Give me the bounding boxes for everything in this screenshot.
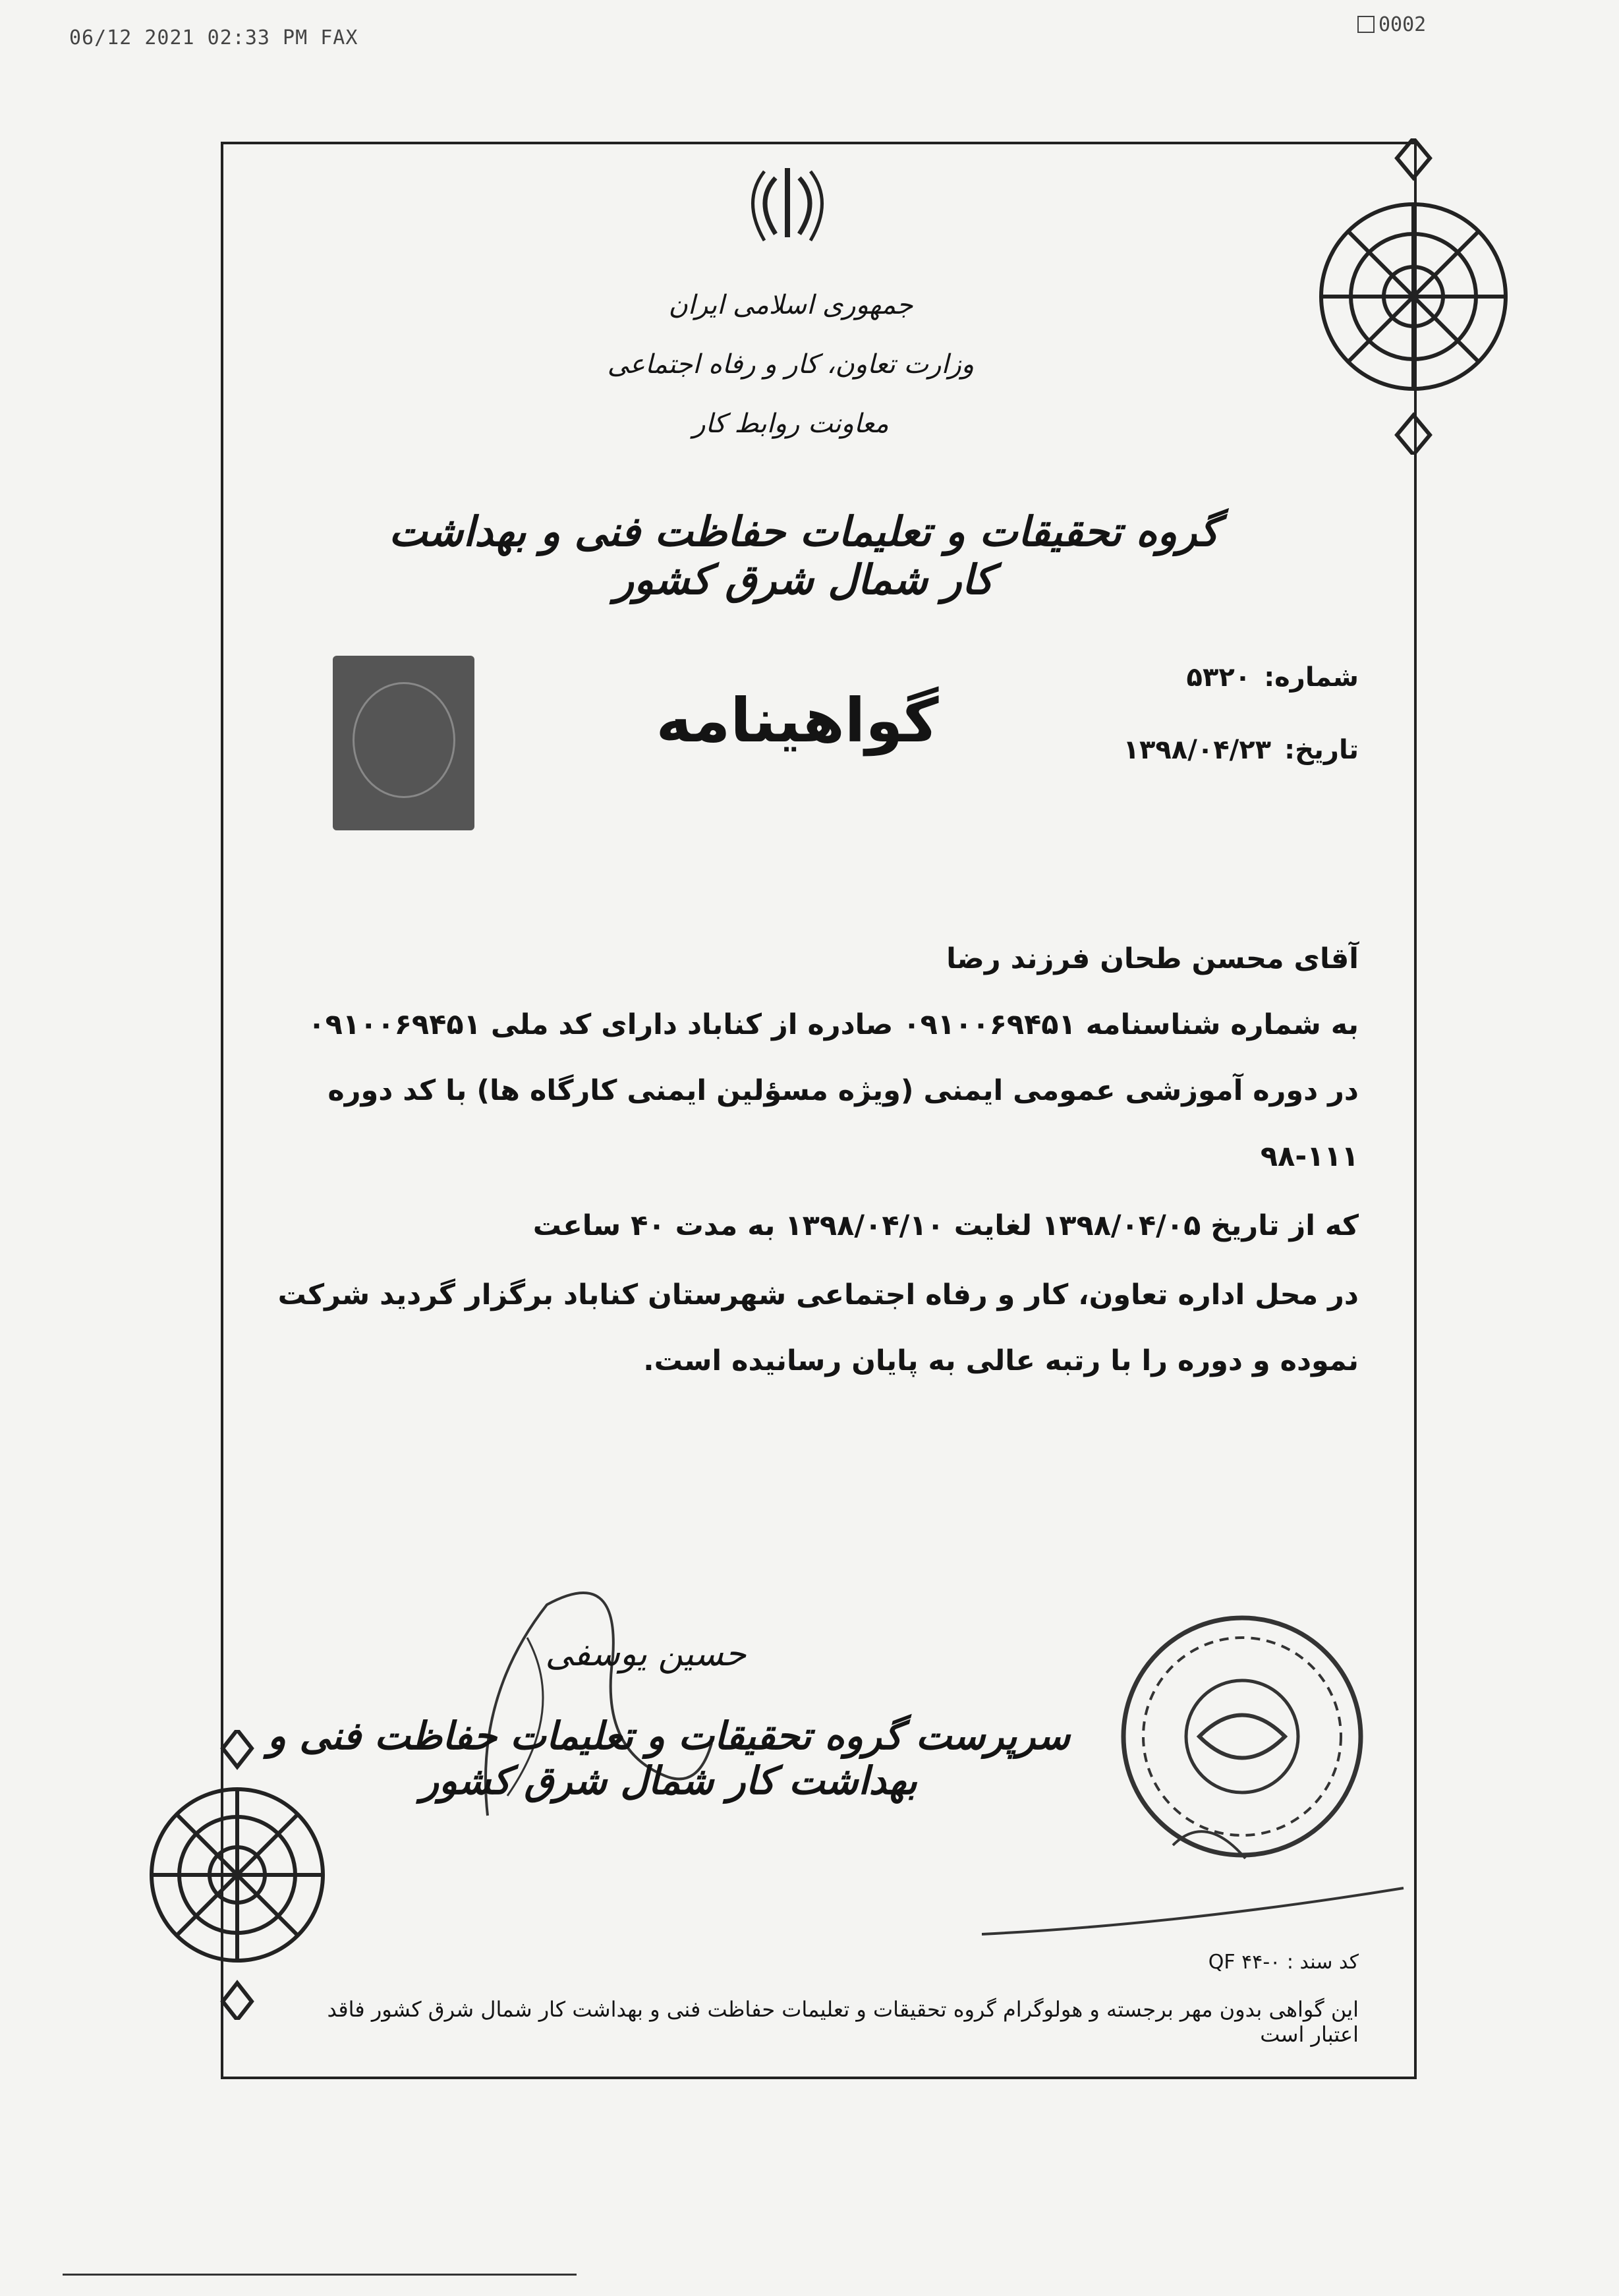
signatory-title: سرپرست گروه تحقیقات و تعلیمات حفاظت فنی و بهداشت کار شمال شرق کشور [268,1713,1070,1803]
body-line-1: آقای محسن طحان فرزند رضا [946,942,1359,975]
body-line-6: در محل اداره تعاون، کار و رفاه اجتماعی شهرستان کناباد برگزار گردید شرکت [277,1278,1359,1311]
certificate-number-row [1187,662,1359,693]
fax-box-icon [1357,16,1375,33]
body-line-5: که از تاریخ ۱۳۹۸/۰۴/۰۵ لغایت ۱۳۹۸/۰۴/۱۰ به مدت ۴۰ ساعت [532,1209,1359,1242]
body-line-2: به شماره شناسنامه ۰۹۱۰۰۶۹۴۵۱ صادره از کناباد دارای کد ملی ۰۹۱۰۰۶۹۴۵۱ [308,1008,1359,1041]
top-right-ornament-icon [1308,138,1519,455]
document-code-value: QF ۴۴-۰ [1208,1951,1281,1974]
fax-page-value: 0002 [1378,13,1427,36]
validity-note: این گواهی بدون مهر برجسته و هولوگرام گروه تحقیقات و تعلیمات حفاظت فنی و بهداشت کار شمال شرق کشور فاقد اعتبار است [327,1997,1359,2047]
certificate-date: ۱۳۹۸/۰۴/۲۳ [1123,735,1272,765]
organization-title: گروه تحقیقات و تعلیمات حفاظت فنی و بهداشت کار شمال شرق کشور [389,507,1219,604]
body-line-7: نموده و دوره را با رتبه عالی به پایان رسانیده است. [643,1344,1359,1377]
certificate-number: ۵۳۲۰ [1186,662,1251,693]
signatory-name: حسین یوسفی [545,1634,747,1674]
body-line-3: در دوره آموزشی عمومی ایمنی (ویژه مسؤلین ایمنی کارگاه ها) با کد دوره [327,1074,1359,1107]
certificate-date-row [1123,735,1359,765]
document-code-label: کد سند : [1286,1951,1359,1974]
body-line-4: ۹۸-۱۱۱ [1260,1140,1359,1173]
fax-page-number [1357,13,1426,36]
document-code [1208,1951,1359,1974]
iran-emblem-icon [741,161,834,247]
issuer-line-2: وزارت تعاون، کار و رفاه اجتماعی [607,349,975,380]
official-seal-icon [1100,1595,1384,1878]
bottom-rule [63,2274,577,2276]
number-label: شماره: [1264,662,1359,693]
underline-stroke-icon [982,1885,1410,1937]
issuer-line-1: جمهوری اسلامی ایران [668,290,913,320]
holder-photo [333,656,474,830]
issuer-line-3: معاونت روابط کار [693,409,889,439]
fax-header: 06/12 2021 02:33 PM FAX [69,26,358,49]
certificate-title: گواهینامه [656,685,939,756]
date-label: تاریخ: [1284,735,1359,765]
